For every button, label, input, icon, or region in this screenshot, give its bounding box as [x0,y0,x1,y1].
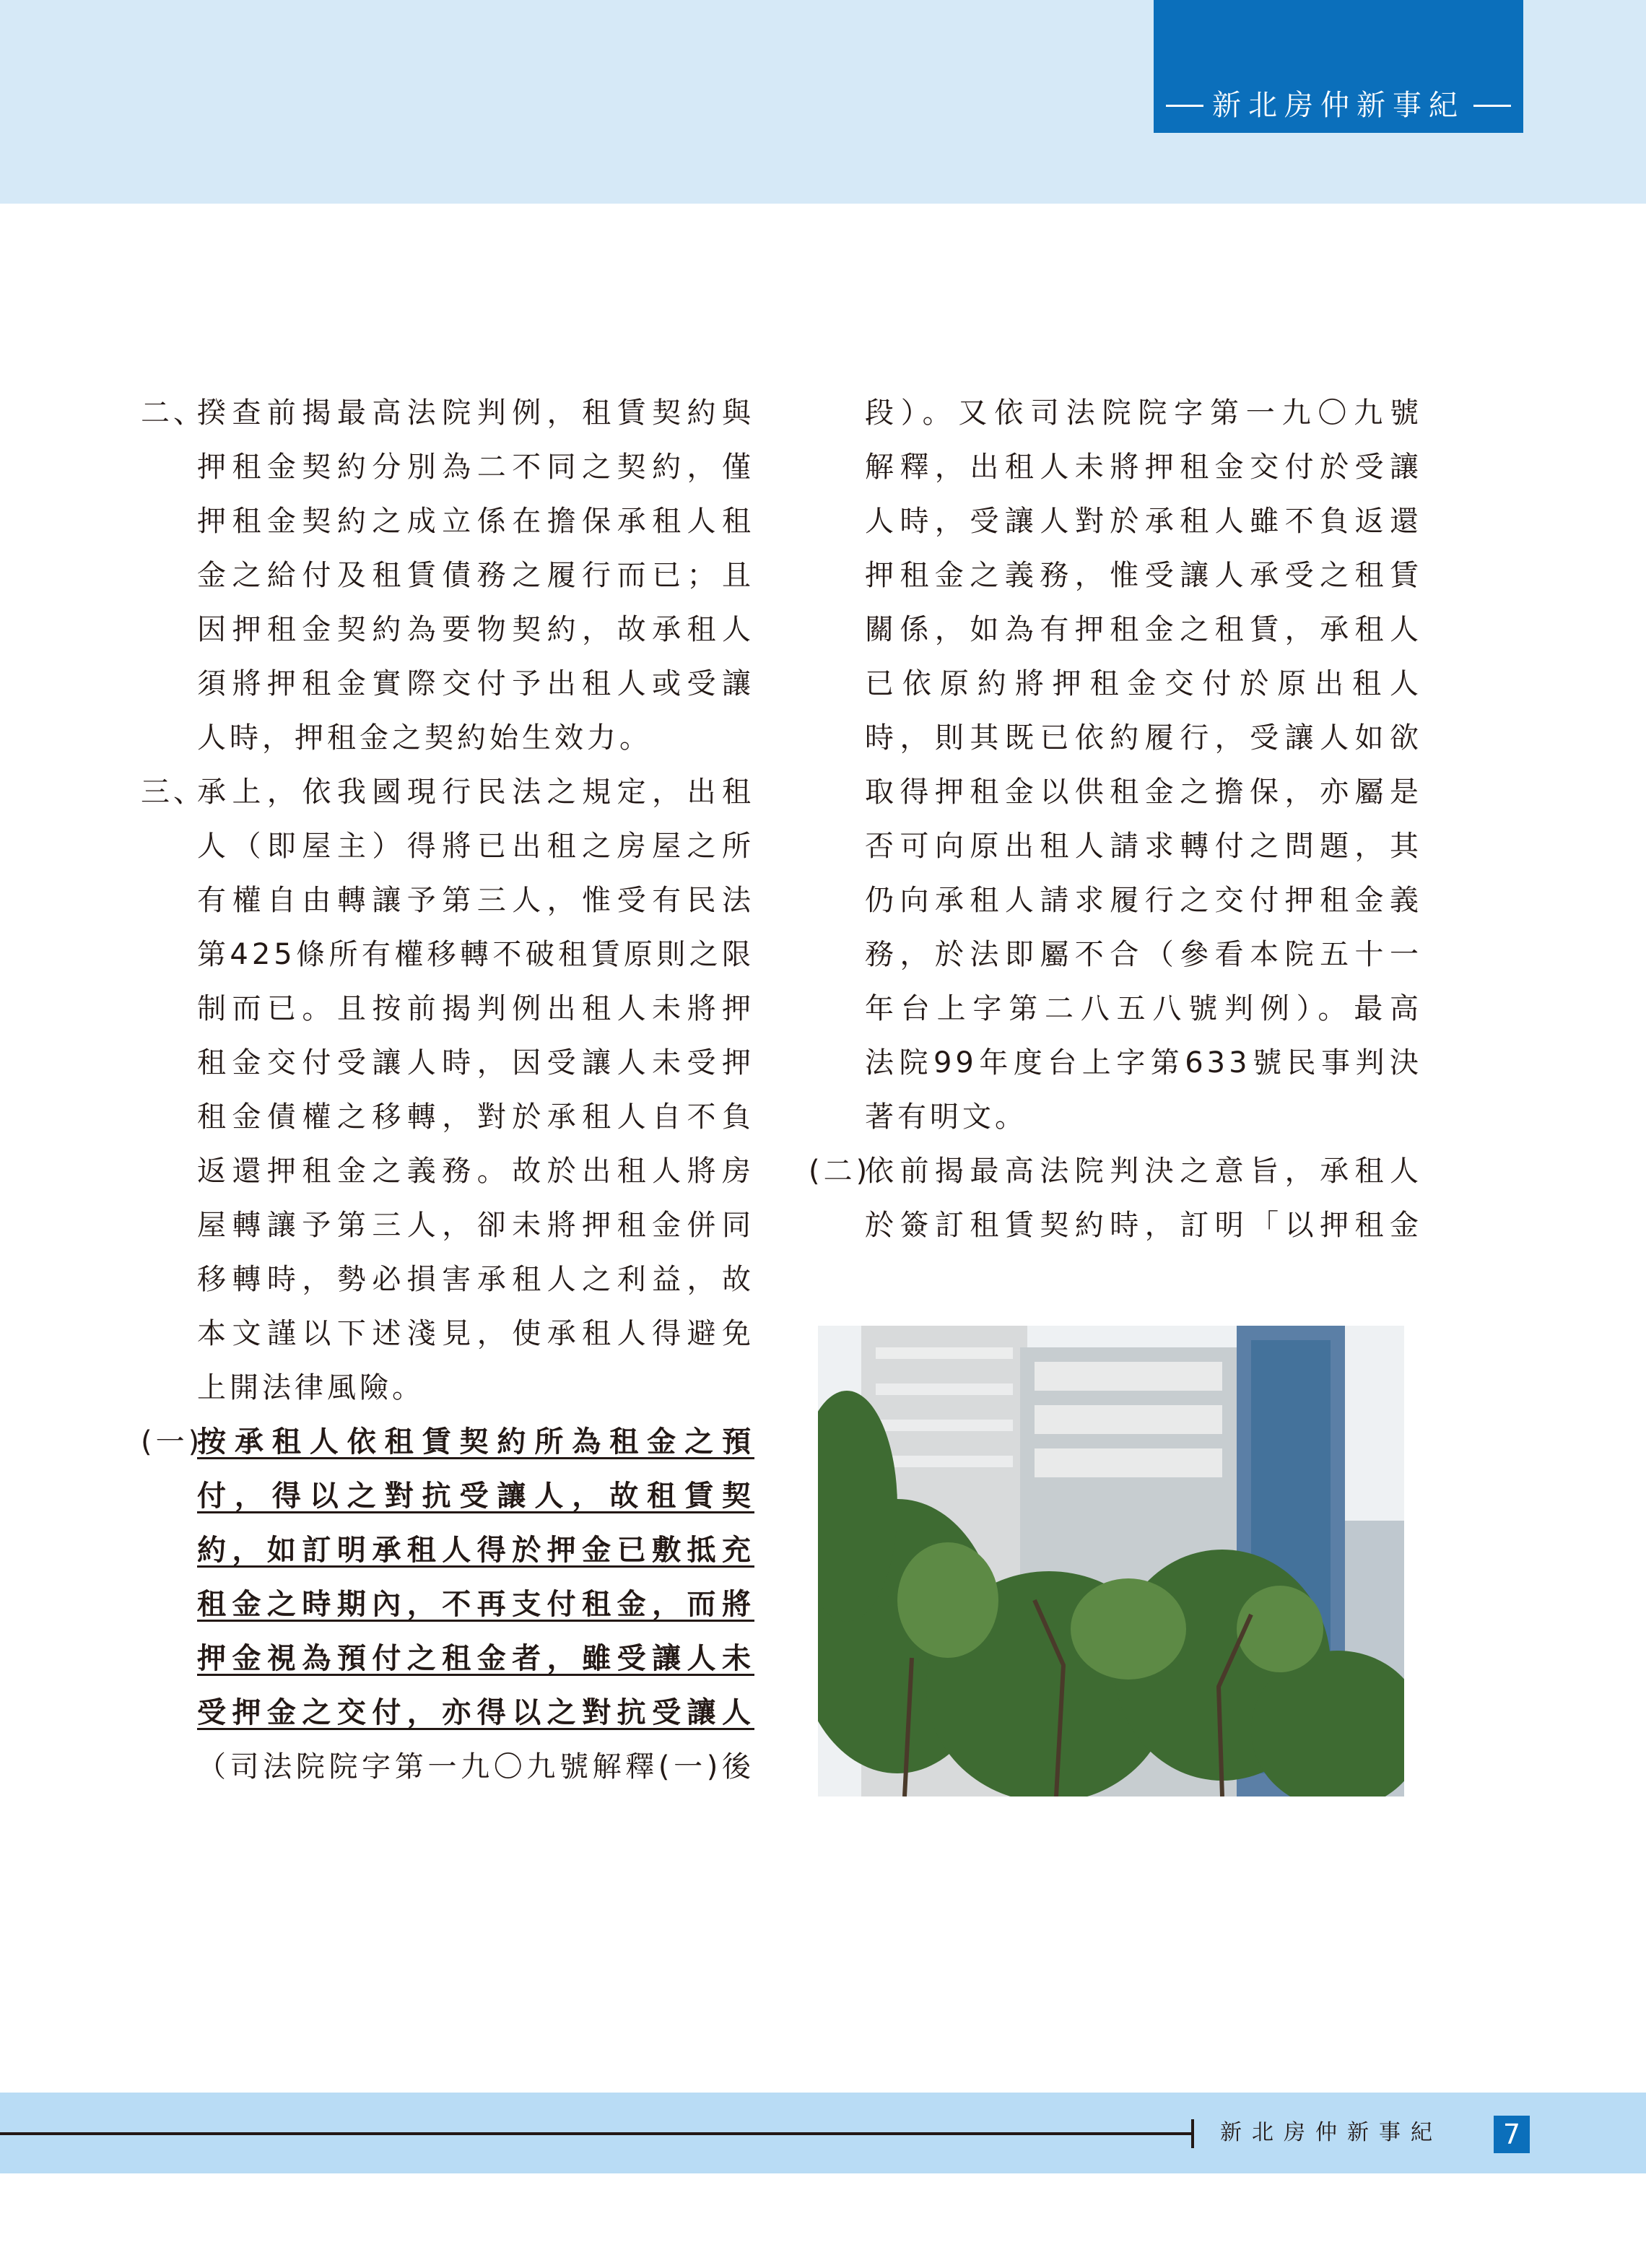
text-line: 務，於法即屬不合（參看本院五十一 [865,938,1422,971]
page-number: 7 [1494,2116,1530,2153]
text-line: 人時，押租金之契約始生效力。 [197,721,652,755]
magazine-header-tab [1154,0,1523,133]
text-line: 著有明文。 [865,1100,1027,1134]
text-line: 依前揭最高法院判決之意旨，承租人 [865,1155,1422,1188]
building-photo [818,1326,1404,1796]
header-title: 新北房仲新事紀 [1212,89,1465,122]
text-line: 法院99年度台上字第633號民事判決 [865,1046,1422,1079]
paragraph-marker: (一) [141,1425,204,1459]
text-line: 揆查前揭最高法院判例，租賃契約與 [197,396,754,430]
emphasis-line: 押金視為預付之租金者，雖受讓人未 [197,1642,754,1675]
footer-rule [0,2132,1191,2135]
right-column [809,386,1422,1253]
text-line: 承上，依我國現行民法之規定，出租 [197,775,754,809]
text-line: 移轉時，勢必損害承租人之利益，故 [197,1263,754,1296]
text-line: 本文謹以下述淺見，使承租人得避免 [197,1317,754,1350]
paragraph-marker: 二、 [141,396,206,430]
emphasis-line: 按承租人依租賃契約所為租金之預 [197,1425,754,1459]
text-line: 租金交付受讓人時，因受讓人未受押 [197,1046,754,1079]
text-line: 關係，如為有押租金之租賃，承租人 [865,613,1422,646]
text-line: 已依原約將押租金交付於原出租人 [865,667,1422,700]
text-line: 返還押租金之義務。故於出租人將房 [197,1155,754,1188]
paragraph-2 [141,386,754,765]
text-line: 時，則其既已依約履行，受讓人如欲 [865,721,1422,755]
text-line: 金之給付及租賃債務之履行而已；且 [197,559,754,592]
footer-rule-tick [1191,2119,1194,2148]
text-line: 有權自由轉讓予第三人，惟受有民法 [197,884,754,917]
text-line: 取得押租金以供租金之擔保，亦屬是 [865,775,1422,809]
text-line: 於簽訂租賃契約時，訂明「以押租金 [865,1209,1422,1242]
left-column [141,386,754,1794]
dash-decoration [1473,105,1511,107]
text-line: 須將押租金實際交付予出租人或受讓 [197,667,754,700]
emphasis-line: 付，得以之對抗受讓人，故租賃契 [197,1480,754,1513]
paragraph-3-2 [809,1144,1422,1253]
emphasis-line: 租金之時期內，不再支付租金，而將 [197,1588,754,1621]
emphasis-line: 約，如訂明承租人得於押金已敷抵充 [197,1534,754,1567]
text-line: 否可向原出租人請求轉付之問題，其 [865,830,1422,863]
text-line: 因押租金契約為要物契約，故承租人 [197,613,754,646]
text-line: 上開法律風險。 [197,1371,424,1404]
paragraph-marker: (二) [809,1155,871,1188]
footer-title: 新北房仲新事紀 [1220,2120,1442,2145]
text-line: 人（即屋主）得將已出租之房屋之所 [197,830,754,863]
header-title-row [1154,85,1523,126]
text-line: 租金債權之移轉，對於承租人自不負 [197,1100,754,1134]
text-line: 解釋，出租人未將押租金交付於受讓 [865,451,1422,484]
text-line: 屋轉讓予第三人，卻未將押租金併同 [197,1209,754,1242]
paragraph-3-1 [141,1415,754,1794]
text-line: 仍向承租人請求履行之交付押租金義 [865,884,1422,917]
dash-decoration [1166,105,1203,107]
text-line: 押租金契約之成立係在擔保承租人租 [197,505,754,538]
text-line: 押租金之義務，惟受讓人承受之租賃 [865,559,1422,592]
text-line: 第425條所有權移轉不破租賃原則之限 [197,938,754,971]
text-line: （司法院院字第一九〇九號解釋(一)後 [197,1750,754,1783]
building-illustration [818,1326,1404,1796]
paragraph-marker: 三、 [141,775,206,809]
paragraph-3 [141,765,754,1415]
text-line: 押租金契約分別為二不同之契約，僅 [197,451,754,484]
text-line: 人時，受讓人對於承租人雖不負返還 [865,505,1422,538]
text-line: 制而已。且按前揭判例出租人未將押 [197,992,754,1025]
text-line: 年台上字第二八五八號判例）。最高 [865,992,1422,1025]
text-line: 段）。又依司法院院字第一九〇九號 [865,396,1422,430]
emphasis-line: 受押金之交付，亦得以之對抗受讓人 [197,1696,754,1729]
paragraph-continued [809,386,1422,1144]
